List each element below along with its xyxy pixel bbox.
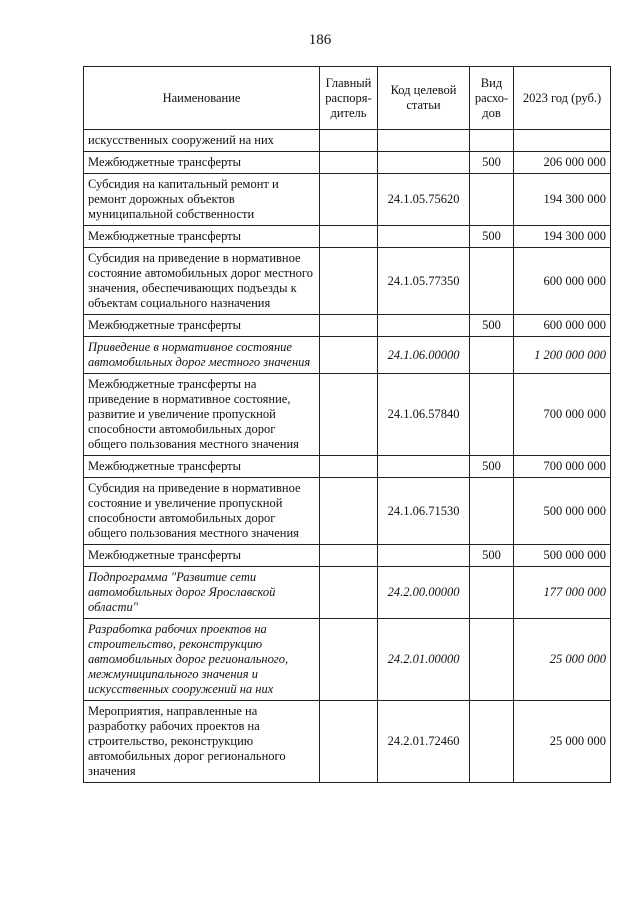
row-name: Субсидия на приведение в нормативное состояние автомобильных дорог местного значения, обеспечивающих подъезды к объектам социального назначения — [84, 248, 320, 315]
row-name: Межбюджетные трансферты — [84, 545, 320, 567]
row-main-administrator — [320, 174, 378, 226]
row-name: Субсидия на приведение в нормативное состояние и увеличение пропускной способности автомобильных дорог общего пользования местного значения — [84, 478, 320, 545]
table-row — [84, 248, 611, 315]
row-expense-type — [470, 567, 514, 619]
row-expense-type — [470, 619, 514, 701]
header-name: Наименование — [84, 67, 320, 130]
row-target-code — [378, 315, 470, 337]
header-expense-type: Вид расхо-дов — [470, 67, 514, 130]
row-amount: 194 300 000 — [514, 174, 611, 226]
row-amount: 1 200 000 000 — [514, 337, 611, 374]
table-row — [84, 374, 611, 456]
budget-table — [83, 66, 611, 783]
row-target-code: 24.1.05.77350 — [378, 248, 470, 315]
row-expense-type: 500 — [470, 456, 514, 478]
row-target-code: 24.2.00.00000 — [378, 567, 470, 619]
row-main-administrator — [320, 130, 378, 152]
table-row — [84, 619, 611, 701]
table-row — [84, 152, 611, 174]
table-row — [84, 174, 611, 226]
header-target-code: Код целевой статьи — [378, 67, 470, 130]
row-expense-type — [470, 478, 514, 545]
row-expense-type — [470, 701, 514, 783]
table-row — [84, 130, 611, 152]
row-name: Межбюджетные трансферты — [84, 315, 320, 337]
row-name: Межбюджетные трансферты — [84, 152, 320, 174]
page-number: 186 — [308, 32, 332, 48]
row-amount: 177 000 000 — [514, 567, 611, 619]
row-amount: 700 000 000 — [514, 456, 611, 478]
row-amount: 500 000 000 — [514, 545, 611, 567]
row-expense-type — [470, 337, 514, 374]
row-expense-type: 500 — [470, 152, 514, 174]
table-row — [84, 456, 611, 478]
row-expense-type: 500 — [470, 545, 514, 567]
row-target-code — [378, 545, 470, 567]
row-expense-type — [470, 248, 514, 315]
row-name: Межбюджетные трансферты — [84, 226, 320, 248]
row-main-administrator — [320, 315, 378, 337]
row-target-code — [378, 456, 470, 478]
table-row — [84, 226, 611, 248]
row-amount: 25 000 000 — [514, 619, 611, 701]
row-target-code: 24.2.01.00000 — [378, 619, 470, 701]
row-amount — [514, 130, 611, 152]
row-target-code — [378, 130, 470, 152]
row-expense-type: 500 — [470, 226, 514, 248]
row-expense-type — [470, 174, 514, 226]
row-main-administrator — [320, 456, 378, 478]
row-amount: 500 000 000 — [514, 478, 611, 545]
header-main-administrator: Главный распоря-дитель — [320, 67, 378, 130]
row-expense-type — [470, 130, 514, 152]
row-target-code — [378, 152, 470, 174]
row-main-administrator — [320, 619, 378, 701]
row-main-administrator — [320, 152, 378, 174]
row-amount: 600 000 000 — [514, 248, 611, 315]
table-row — [84, 315, 611, 337]
row-target-code: 24.2.01.72460 — [378, 701, 470, 783]
table-body — [84, 130, 611, 783]
row-name: Разработка рабочих проектов на строительство, реконструкцию автомобильных дорог регионального, межмуниципального значения и искусственных сооружений на них — [84, 619, 320, 701]
row-main-administrator — [320, 374, 378, 456]
row-main-administrator — [320, 567, 378, 619]
row-name: Мероприятия, направленные на разработку рабочих проектов на строительство, реконструкцию автомобильных дорог регионального значения — [84, 701, 320, 783]
row-name: Подпрограмма "Развитие сети автомобильных дорог Ярославской области" — [84, 567, 320, 619]
row-name: искусственных сооружений на них — [84, 130, 320, 152]
row-main-administrator — [320, 226, 378, 248]
row-target-code: 24.1.06.57840 — [378, 374, 470, 456]
row-target-code — [378, 226, 470, 248]
row-main-administrator — [320, 701, 378, 783]
row-name: Межбюджетные трансферты — [84, 456, 320, 478]
table-row — [84, 545, 611, 567]
table-row — [84, 701, 611, 783]
row-main-administrator — [320, 478, 378, 545]
row-target-code: 24.1.05.75620 — [378, 174, 470, 226]
row-amount: 206 000 000 — [514, 152, 611, 174]
table-row — [84, 337, 611, 374]
row-name: Приведение в нормативное состояние автомобильных дорог местного значения — [84, 337, 320, 374]
table-header-row — [84, 67, 611, 130]
table-row — [84, 478, 611, 545]
row-main-administrator — [320, 248, 378, 315]
row-main-administrator — [320, 545, 378, 567]
row-name: Межбюджетные трансферты на приведение в нормативное состояние, развитие и увеличение пропускной способности автомобильных дорог общего пользования местного значения — [84, 374, 320, 456]
row-amount: 600 000 000 — [514, 315, 611, 337]
row-expense-type — [470, 374, 514, 456]
row-expense-type: 500 — [470, 315, 514, 337]
row-amount: 700 000 000 — [514, 374, 611, 456]
row-target-code: 24.1.06.00000 — [378, 337, 470, 374]
header-amount-2023: 2023 год (руб.) — [514, 67, 611, 130]
row-target-code: 24.1.06.71530 — [378, 478, 470, 545]
row-amount: 194 300 000 — [514, 226, 611, 248]
row-name: Субсидия на капитальный ремонт и ремонт дорожных объектов муниципальной собственности — [84, 174, 320, 226]
table-row — [84, 567, 611, 619]
row-amount: 25 000 000 — [514, 701, 611, 783]
row-main-administrator — [320, 337, 378, 374]
